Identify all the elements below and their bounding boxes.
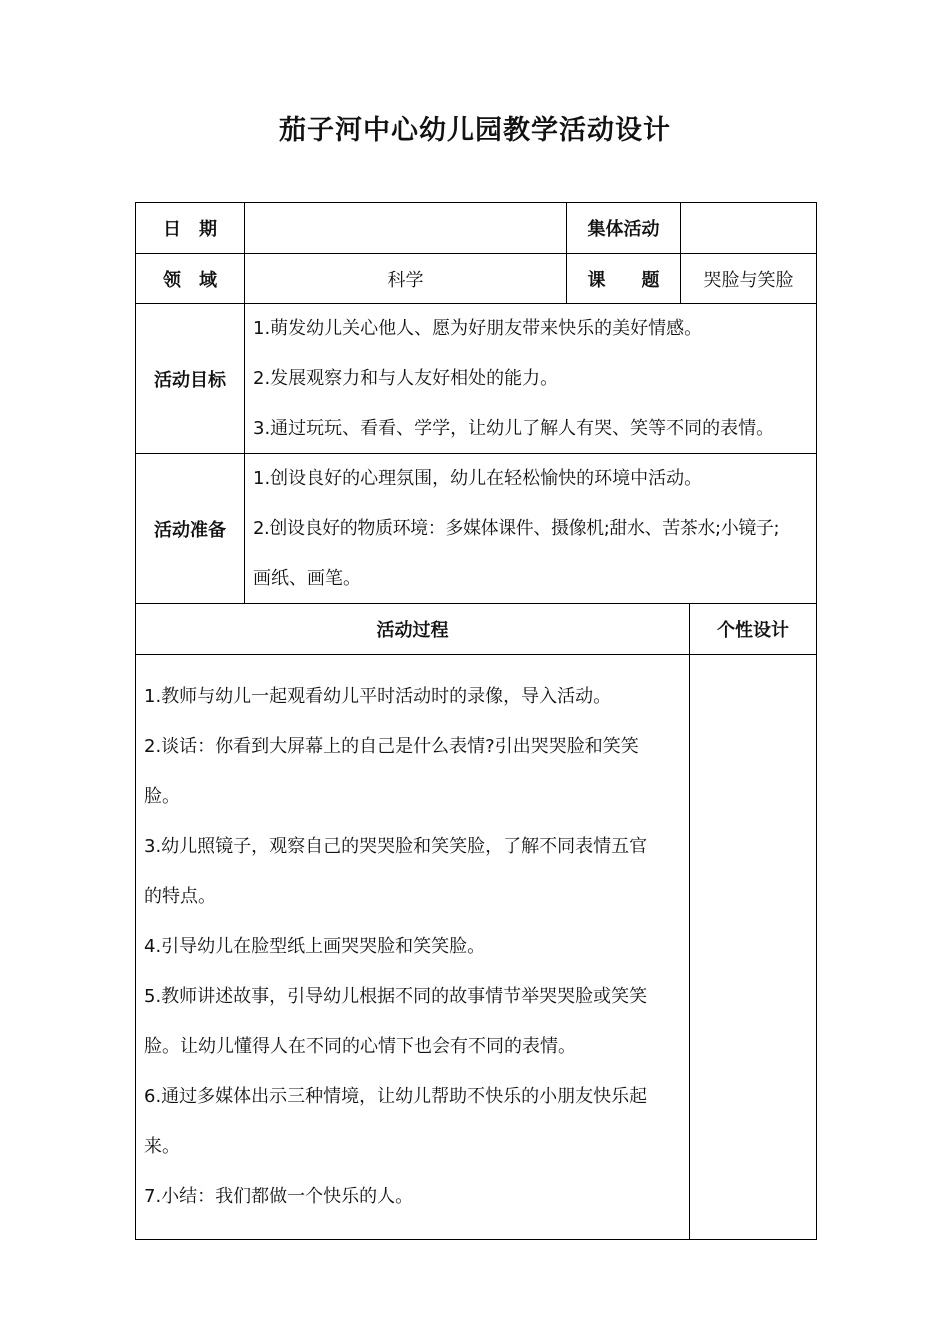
process-line: 脸。让幼儿懂得人在不同的心情下也会有不同的表情。 — [144, 1036, 576, 1057]
process-header: 活动过程 — [136, 604, 690, 655]
process-line: 2.谈话：你看到大屏幕上的自己是什么表情?引出哭哭脸和笑笑 — [144, 736, 639, 757]
date-value — [245, 203, 567, 254]
personal-design-header: 个性设计 — [690, 604, 816, 655]
process-line: 脸。 — [144, 786, 180, 807]
goal-item: 2.发展观察力和与人友好相处的能力。 — [253, 368, 559, 389]
process-line: 6.通过多媒体出示三种情境，让幼儿帮助不快乐的小朋友快乐起 — [144, 1086, 648, 1107]
prep-line: 画纸、画笔。 — [253, 568, 361, 589]
goals-label: 活动目标 — [136, 304, 245, 454]
goals-content — [245, 304, 816, 454]
prep-line: 1.创设良好的心理氛围，幼儿在轻松愉快的环境中活动。 — [253, 468, 703, 489]
process-line: 1.教师与幼儿一起观看幼儿平时活动时的录像，导入活动。 — [144, 686, 612, 707]
topic-label: 课 题 — [567, 254, 681, 304]
process-line: 5.教师讲述故事，引导幼儿根据不同的故事情节举哭哭脸或笑笑 — [144, 986, 648, 1007]
prep-content — [245, 454, 816, 604]
domain-value: 科学 — [245, 254, 567, 304]
process-line: 3.幼儿照镜子，观察自己的哭哭脸和笑笑脸，了解不同表情五官 — [144, 836, 648, 857]
domain-label: 领 域 — [136, 254, 245, 304]
activity-type-label: 集体活动 — [567, 203, 681, 254]
lesson-table — [135, 202, 817, 1240]
date-label: 日 期 — [136, 203, 245, 254]
topic-value: 哭脸与笑脸 — [681, 254, 816, 304]
prep-label: 活动准备 — [136, 454, 245, 604]
activity-type-value — [681, 203, 816, 254]
process-line: 7.小结：我们都做一个快乐的人。 — [144, 1186, 414, 1207]
prep-line: 2.创设良好的物质环境：多媒体课件、摄像机;甜水、苦茶水;小镜子; — [253, 518, 780, 539]
goal-item: 3.通过玩玩、看看、学学，让幼儿了解人有哭、笑等不同的表情。 — [253, 418, 775, 439]
process-line: 的特点。 — [144, 886, 216, 907]
goal-item: 1.萌发幼儿关心他人、愿为好朋友带来快乐的美好情感。 — [253, 318, 703, 339]
process-content — [136, 655, 690, 1239]
personal-design-content — [690, 655, 816, 1239]
process-line: 来。 — [144, 1136, 180, 1157]
process-line: 4.引导幼儿在脸型纸上画哭哭脸和笑笑脸。 — [144, 936, 486, 957]
document-title: 茄子河中心幼儿园教学活动设计 — [279, 115, 671, 146]
